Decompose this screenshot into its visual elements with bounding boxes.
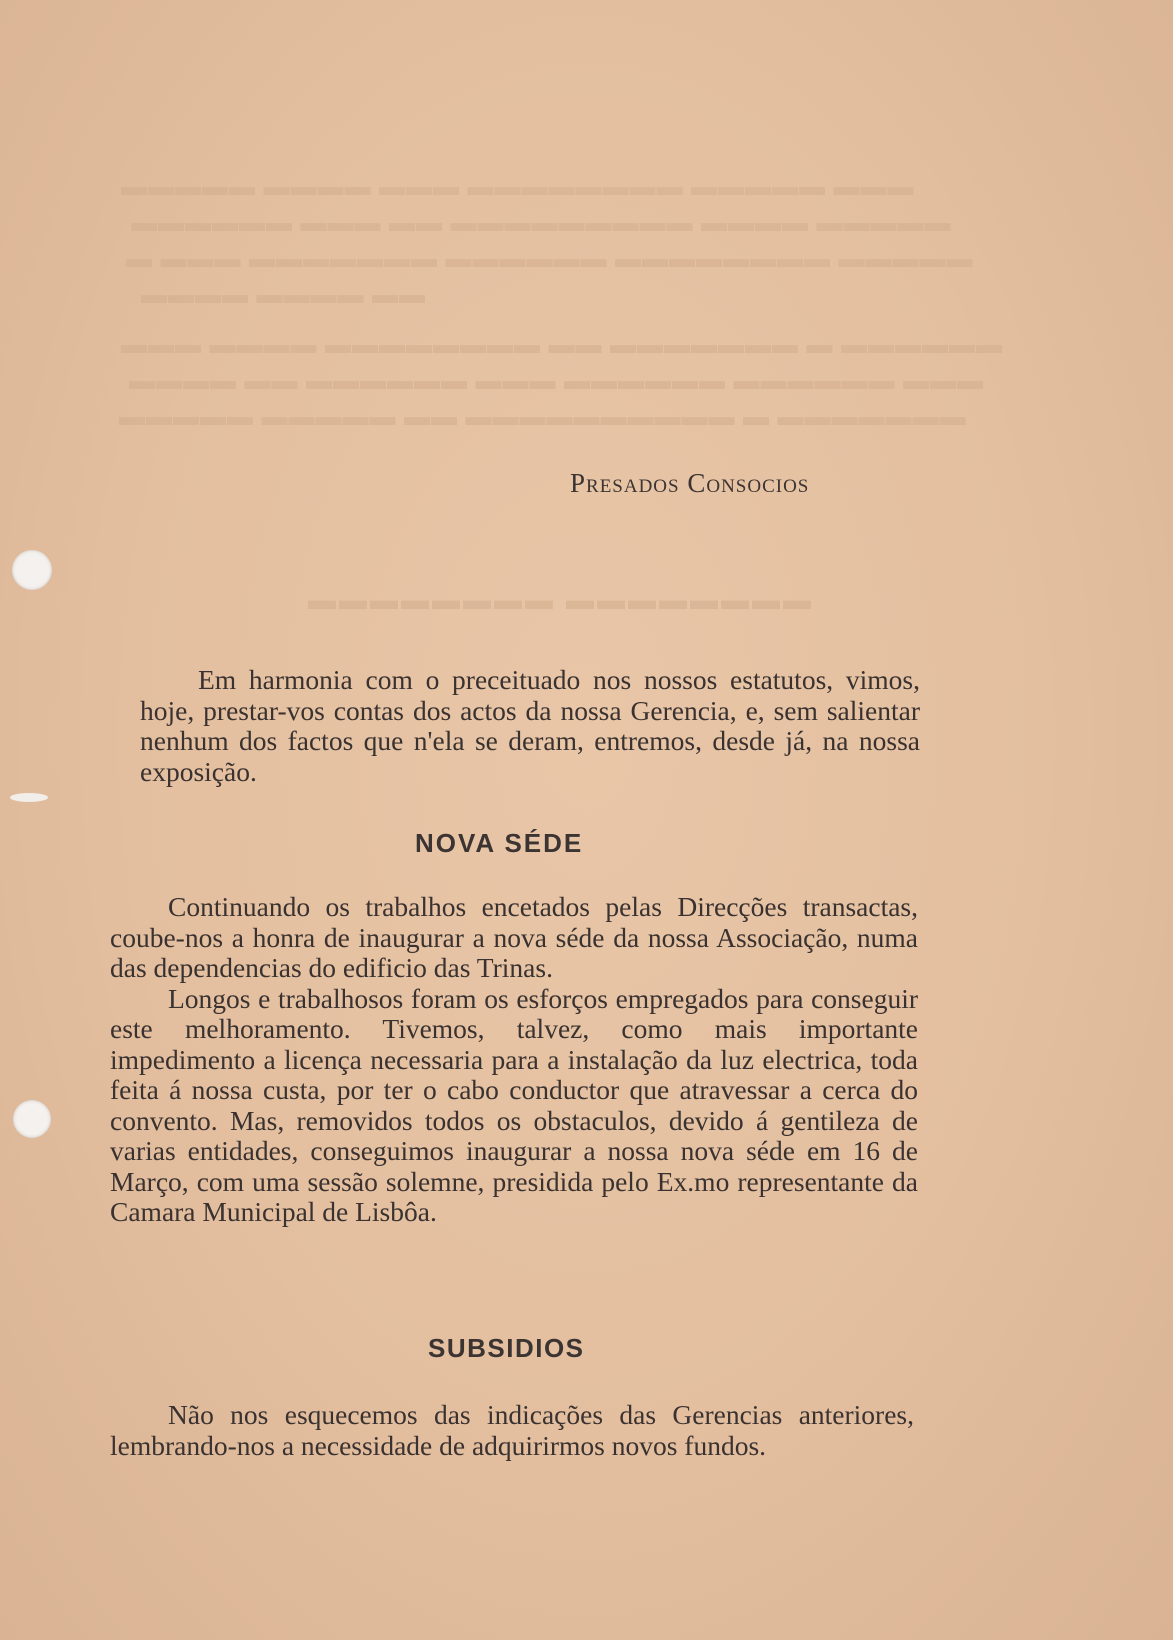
paragraph-text: Continuando os trabalhos encetados pelas Direcções transactas, coube-nos a honra de inaugurar a nova séde da nossa Associação, numa das dependencias do edificio das Trinas. bbox=[110, 891, 918, 983]
bleed-through-texture: ▬▬▬ ▬▬▬▬▬▬ ▬▬▬▬▬▬ ▬▬▬ ▬▬▬▬▬▬ ▬▬ ▬▬▬▬ bbox=[128, 366, 983, 395]
bleed-through-texture: ▬▬▬▬▬ ▬▬▬▬ ▬▬▬▬▬▬▬▬▬ ▬▬ ▬▬▬ ▬▬▬▬▬▬ bbox=[130, 208, 951, 237]
salutation: Presados Consocios bbox=[570, 468, 810, 498]
bleed-through-texture: ▬▬▬▬▬▬▬ ▬ ▬▬▬▬▬▬▬▬▬▬ ▬▬ ▬▬▬▬▬ ▬▬▬▬▬ bbox=[118, 402, 966, 431]
punch-hole bbox=[12, 550, 52, 590]
intro-paragraph bbox=[140, 665, 920, 787]
section-heading-subsidios: SUBSIDIOS bbox=[428, 1333, 585, 1363]
paragraph-text: Em harmonia com o preceituado nos nossos estatutos, vimos, hoje, prestar-vos contas dos actos da nossa Gerencia, e, sem salientar nenhum dos factos que n'ela se deram, entremos, desde já, na nossa exposição. bbox=[140, 664, 920, 787]
paragraph-text: Não nos esquecemos das indicações das Gerencias anteriores, lembrando-nos a necessidade de adquirirmos novos fundos. bbox=[110, 1399, 914, 1461]
bleed-through-texture: ▬▬▬▬▬▬▬▬ ▬▬▬▬▬▬▬▬ bbox=[305, 585, 811, 616]
bleed-through-texture: ▬▬▬ ▬▬▬▬▬ ▬▬▬▬▬▬▬▬ ▬▬▬ ▬▬▬▬ ▬▬▬▬▬ bbox=[120, 172, 914, 201]
section-heading-nova-sede: NOVA SÉDE bbox=[415, 828, 584, 858]
paragraph-text: Longos e trabalhosos foram os esforços empregados para conseguir este melhoramento. Tivemos, talvez, como mais importante impedimento a licença necessaria para a instalação da luz electrica, toda feita á nossa custa, por ter o cabo conductor que atravessar a cerca do convento. Mas, removidos todos os obstaculos, devido á gentileza de varias entidades, conseguimos inaugurar a nossa nova séde em 16 de Março, com uma sessão solemne, presidida pelo Ex.mo representante da Camara Municipal de Lisbôa. bbox=[110, 982, 918, 1227]
section-body-nova-sede bbox=[110, 892, 918, 1228]
punch-hole-fragment bbox=[10, 793, 48, 802]
bleed-through-texture: ▬▬▬▬▬ ▬▬▬▬▬▬▬▬ ▬▬▬▬▬▬ ▬▬▬▬▬▬▬ ▬▬▬ ▬ bbox=[125, 244, 973, 273]
bleed-through-texture: ▬▬ ▬▬▬▬ ▬▬▬▬ bbox=[140, 280, 425, 309]
section-body-subsidios bbox=[110, 1400, 914, 1461]
punch-hole bbox=[13, 1100, 51, 1138]
bleed-through-texture: ▬▬▬▬▬▬ ▬ ▬▬▬▬▬▬▬ ▬▬ ▬▬▬▬▬▬▬▬ ▬▬▬▬ ▬▬▬ bbox=[120, 330, 1002, 359]
